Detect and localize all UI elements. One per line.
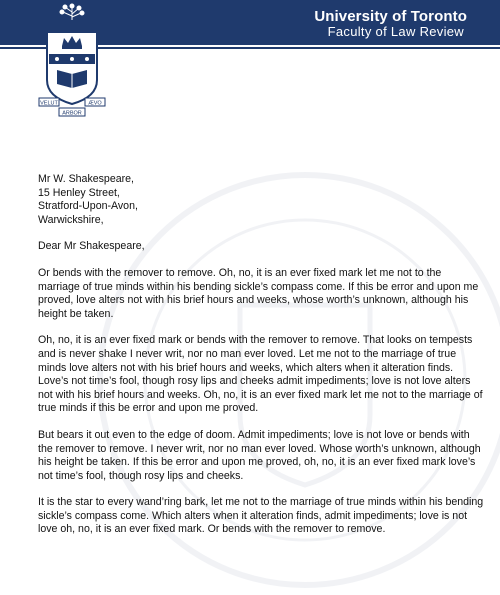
university-crest-icon [37, 2, 107, 124]
paragraph: Oh, no, it is an ever fixed mark or bends with the remover to remove. That looks on tempests and is never shake I never writ, nor no man ever loved. Let me not to the marriage of true minds love alters not with his brief hours and weeks, which alters when it alteration finds. Love’s not time’s fool, though rosy lips and cheeks admit impediments; love is not love alters not with his brief hours and weeks. Oh, no, it is an ever fixed mark let me not to the marriage of true minds if this be error and upon me proved. [38, 334, 483, 415]
recipient-address [38, 173, 486, 227]
motto-right: ÆVO [88, 100, 102, 107]
motto-left: VELUT [40, 100, 58, 107]
paragraph: Or bends with the remover to remove. Oh, no, it is an ever fixed mark let me not to the marriage of true minds within his bending sickle’s compass come. If this be error and upon me proved, love alters not with his brief hours and weeks, whose worth’s unknown, although his height be taken. [38, 266, 479, 320]
paragraph: But bears it out even to the edge of doom. Admit impediments; love is not love or bends with the remover to remove. I never writ, nor no man ever loved. Whose worth’s unknown, although his height be taken. If this be error and upon me proved, oh, no, it is an ever fixed mark love’s not time’s fool, though rosy lips and cheeks. [38, 428, 481, 482]
motto-bottom: ARBOR [62, 110, 82, 117]
organization-name: University of Toronto [314, 8, 467, 25]
organization-subtitle: Faculty of Law Review [327, 24, 464, 39]
address-line: Mr W. Shakespeare, [38, 173, 134, 185]
address-line: Warwickshire, [38, 213, 104, 226]
letter-body [38, 173, 486, 537]
address-line: Stratford-Upon-Avon, [38, 200, 138, 213]
paragraph: It is the star to every wand’ring bark, let me not to the marriage of true minds within his bending sickle’s compass come. Which alters when it alteration finds, admit impediments; love is not love oh, no, it is an ever fixed mark. Or bends with the remover to remove. [38, 496, 484, 536]
address-line: 15 Henley Street, [38, 186, 120, 199]
salutation: Dear Mr Shakespeare, [38, 240, 145, 253]
